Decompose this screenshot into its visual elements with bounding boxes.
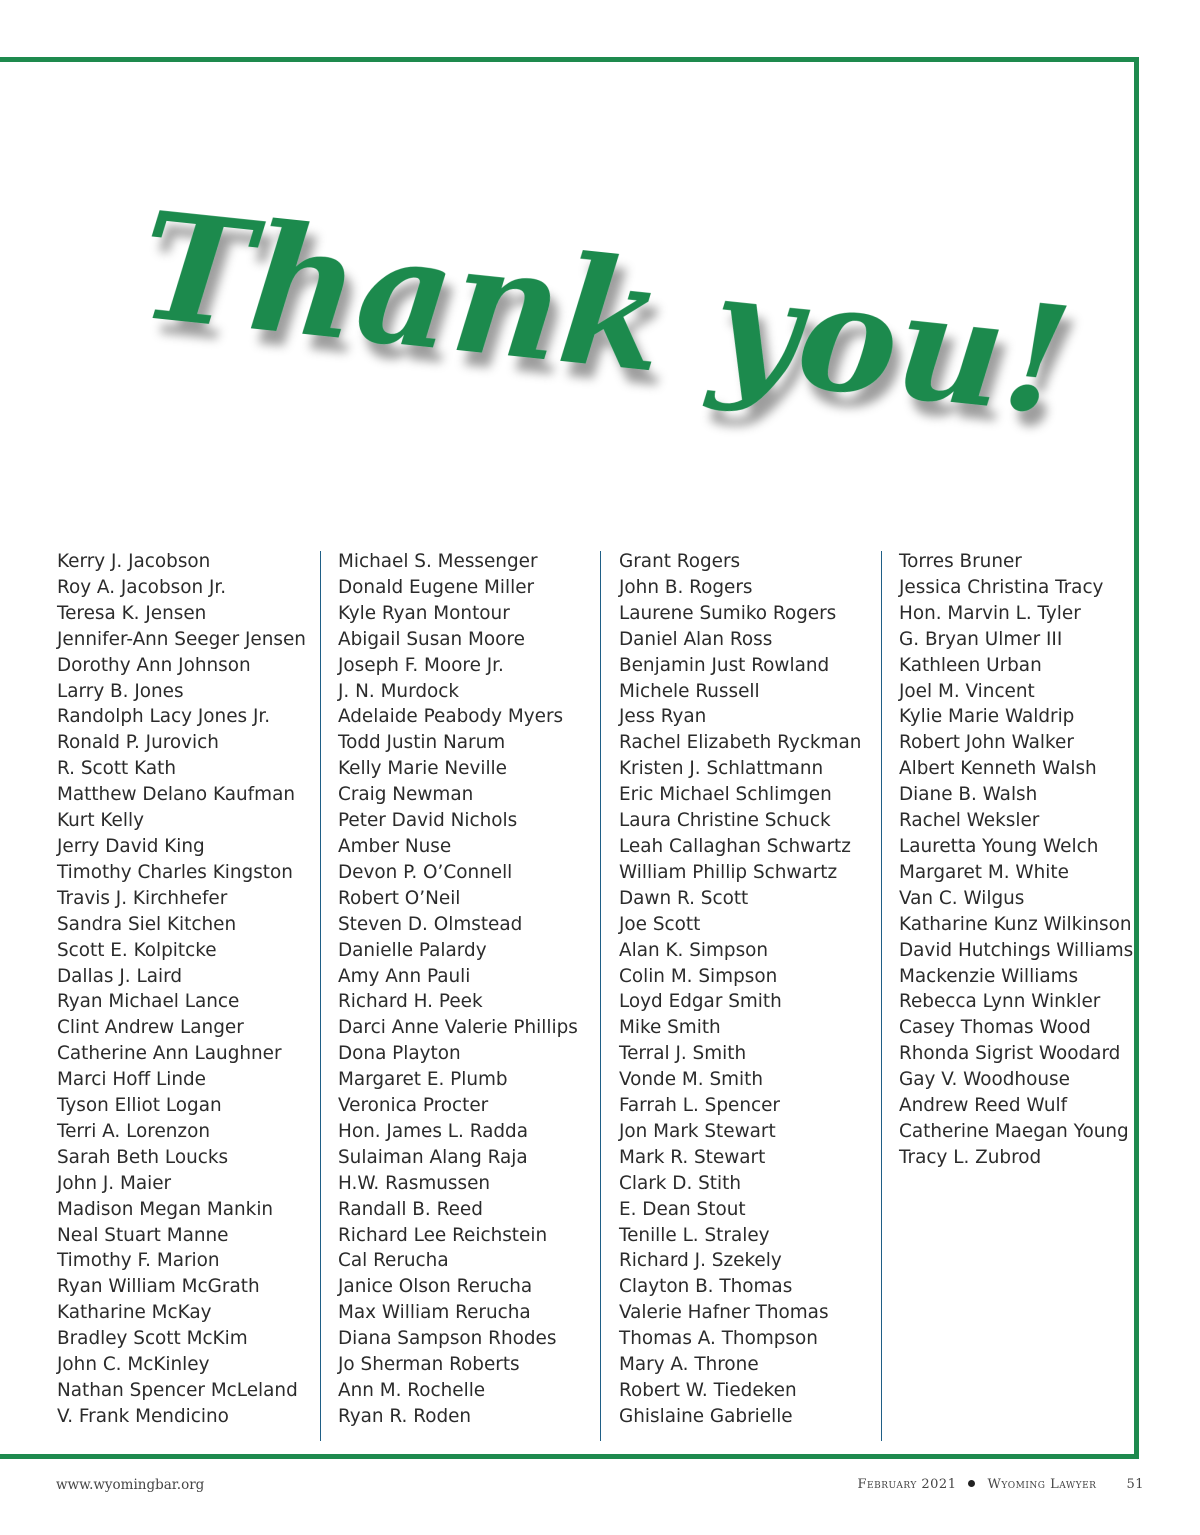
page-number: 51 (1126, 1477, 1144, 1492)
name-entry: Kerry J. Jacobson (57, 551, 211, 572)
name-entry: Sarah Beth Loucks (57, 1146, 229, 1168)
name-entry: Jerry David King (57, 835, 205, 857)
name-entry: Katharine Kunz Wilkinson (899, 913, 1132, 935)
name-entry: Danielle Palardy (338, 939, 487, 961)
name-entry: Catherine Ann Laughner (57, 1043, 282, 1065)
name-entry: Catherine Maegan Young (899, 1120, 1129, 1142)
name-entry: Ryan William McGrath (57, 1276, 260, 1298)
name-entry: Diana Sampson Rhodes (338, 1328, 557, 1350)
name-entry: Eric Michael Schlimgen (619, 784, 832, 806)
name-entry: Alan K. Simpson (619, 939, 769, 961)
bullet-icon (968, 1480, 975, 1487)
name-entry: Jennifer-Ann Seeger Jensen (57, 628, 306, 650)
name-entry: Kylie Marie Waldrip (899, 706, 1075, 728)
name-entry: Grant Rogers (619, 551, 741, 572)
name-entry: Laurene Sumiko Rogers (619, 602, 837, 624)
name-entry: Hon. Marvin L. Tyler (899, 602, 1081, 624)
name-entry: Nathan Spencer McLeland (57, 1380, 298, 1401)
name-entry: Mike Smith (619, 1017, 721, 1039)
name-column-2 (338, 549, 608, 1430)
name-entry: Dona Playton (338, 1043, 461, 1065)
name-entry: Craig Newman (338, 784, 474, 806)
name-entry: Terri A. Lorenzon (57, 1120, 210, 1142)
name-entry: Timothy Charles Kingston (57, 861, 293, 883)
name-entry: Robert O’Neil (338, 887, 461, 909)
name-entry: Max William Rerucha (338, 1302, 531, 1324)
name-entry: Terral J. Smith (619, 1043, 747, 1065)
name-entry: Valerie Hafner Thomas (619, 1302, 829, 1324)
name-entry: Sulaiman Alang Raja (338, 1146, 528, 1168)
name-entry: Travis J. Kirchhefer (57, 887, 228, 909)
footer-publication: Wyoming Lawyer (987, 1477, 1097, 1492)
name-entry: Gay V. Woodhouse (899, 1069, 1070, 1091)
name-entry: Larry B. Jones (57, 680, 184, 702)
name-entry: Andrew Reed Wulf (899, 1095, 1068, 1117)
name-entry: Leah Callaghan Schwartz (619, 835, 851, 857)
name-entry: Laura Christine Schuck (619, 810, 831, 832)
name-entry: Benjamin Just Rowland (619, 654, 830, 676)
name-entry: Joe Scott (619, 913, 701, 935)
name-entry: Marci Hoff Linde (57, 1069, 206, 1091)
name-entry: Ryan R. Roden (338, 1405, 472, 1427)
name-entry: Clayton B. Thomas (619, 1276, 793, 1298)
name-column-3 (619, 549, 889, 1430)
name-entry: Mackenzie Williams (899, 965, 1079, 987)
name-entry: William Phillip Schwartz (619, 861, 838, 883)
name-entry: Madison Megan Mankin (57, 1198, 274, 1220)
name-entry: Diane B. Walsh (899, 784, 1038, 806)
name-entry: Rachel Weksler (899, 810, 1040, 832)
name-entry: Matthew Delano Kaufman (57, 784, 296, 806)
name-entry: Adelaide Peabody Myers (338, 706, 564, 728)
name-entry: Robert John Walker (899, 732, 1074, 754)
name-entry: Neal Stuart Manne (57, 1224, 229, 1246)
name-entry: Richard J. Szekely (619, 1250, 782, 1272)
name-entry: Steven D. Olmstead (338, 913, 523, 935)
name-entry: Tenille L. Straley (619, 1224, 770, 1246)
name-entry: Dallas J. Laird (57, 965, 182, 987)
footer-website: www.wyomingbar.org (56, 1477, 205, 1493)
name-entry: Casey Thomas Wood (899, 1017, 1091, 1039)
name-entry: Kyle Ryan Montour (338, 602, 510, 624)
footer-issue-info (858, 1477, 1144, 1492)
name-entry: Janice Olson Rerucha (338, 1276, 533, 1298)
name-entry: John J. Maier (57, 1172, 172, 1194)
name-entry: Clark D. Stith (619, 1172, 741, 1194)
name-entry: Joel M. Vincent (899, 680, 1035, 702)
name-entry: John B. Rogers (619, 576, 753, 598)
name-entry: Vonde M. Smith (619, 1069, 764, 1091)
name-entry: Katharine McKay (57, 1302, 212, 1324)
name-entry: Darci Anne Valerie Phillips (338, 1017, 578, 1039)
name-entry: Ghislaine Gabrielle (619, 1405, 793, 1427)
name-entry: Kristen J. Schlattmann (619, 758, 824, 780)
name-entry: Lauretta Young Welch (899, 835, 1099, 857)
name-entry: Loyd Edgar Smith (619, 991, 782, 1013)
name-entry: Richard H. Peek (338, 991, 483, 1013)
name-column-4 (899, 549, 1169, 1171)
name-entry: Daniel Alan Ross (619, 628, 773, 650)
name-entry: Jess Ryan (619, 706, 707, 728)
name-entry: G. Bryan Ulmer III (899, 628, 1063, 650)
name-entry: Kelly Marie Neville (338, 758, 507, 780)
column-divider (881, 551, 882, 1441)
name-entry: Albert Kenneth Walsh (899, 758, 1097, 780)
name-entry: Rhonda Sigrist Woodard (899, 1043, 1121, 1065)
name-entry: Jon Mark Stewart (619, 1120, 776, 1142)
name-entry: Kurt Kelly (57, 810, 144, 832)
name-entry: Colin M. Simpson (619, 965, 778, 987)
name-entry: Roy A. Jacobson Jr. (57, 576, 227, 598)
column-divider (320, 551, 321, 1441)
name-entry: Farrah L. Spencer (619, 1095, 780, 1117)
name-entry: Timothy F. Marion (57, 1250, 220, 1272)
name-entry: H.W. Rasmussen (338, 1172, 491, 1194)
name-entry: David Hutchings Williams (899, 939, 1134, 961)
name-entry: R. Scott Kath (57, 758, 176, 780)
name-entry: E. Dean Stout (619, 1198, 746, 1220)
name-entry: Donald Eugene Miller (338, 576, 535, 598)
name-entry: Peter David Nichols (338, 810, 518, 832)
thank-you-heading (132, 178, 1079, 470)
name-entry: Clint Andrew Langer (57, 1017, 244, 1039)
name-entry: Margaret M. White (899, 861, 1069, 883)
name-entry: Scott E. Kolpitcke (57, 939, 217, 961)
name-entry: Veronica Procter (338, 1095, 489, 1117)
name-entry: Rebecca Lynn Winkler (899, 991, 1101, 1013)
name-entry: Joseph F. Moore Jr. (338, 654, 504, 676)
column-divider (600, 551, 601, 1441)
name-entry: Devon P. O’Connell (338, 861, 513, 883)
name-entry: John C. McKinley (57, 1354, 210, 1376)
name-entry: V. Frank Mendicino (57, 1405, 229, 1427)
name-entry: Teresa K. Jensen (57, 602, 207, 624)
name-entry: Torres Bruner (899, 551, 1022, 572)
name-entry: Sandra Siel Kitchen (57, 913, 237, 935)
name-entry: J. N. Murdock (338, 680, 460, 702)
name-entry: Mark R. Stewart (619, 1146, 766, 1168)
name-entry: Bradley Scott McKim (57, 1328, 248, 1350)
name-entry: Jo Sherman Roberts (338, 1354, 520, 1376)
name-entry: Ronald P. Jurovich (57, 732, 219, 754)
name-entry: Tyson Elliot Logan (57, 1095, 222, 1117)
name-entry: Richard Lee Reichstein (338, 1224, 548, 1246)
name-entry: Amber Nuse (338, 835, 452, 857)
name-entry: Randolph Lacy Jones Jr. (57, 706, 271, 728)
footer-issue: February 2021 (857, 1477, 957, 1492)
name-entry: Dawn R. Scott (619, 887, 749, 909)
name-entry: Dorothy Ann Johnson (57, 654, 251, 676)
name-entry: Cal Rerucha (338, 1250, 449, 1272)
name-entry: Jessica Christina Tracy (899, 576, 1104, 598)
name-entry: Thomas A. Thompson (619, 1328, 818, 1350)
name-entry: Van C. Wilgus (899, 887, 1025, 909)
name-entry: Michael S. Messenger (338, 551, 538, 572)
name-entry: Rachel Elizabeth Ryckman (619, 732, 862, 754)
name-entry: Amy Ann Pauli (338, 965, 471, 987)
name-column-1 (57, 549, 327, 1430)
name-entry: Todd Justin Narum (338, 732, 506, 754)
name-entry: Kathleen Urban (899, 654, 1042, 676)
name-entry: Mary A. Throne (619, 1354, 759, 1376)
name-entry: Hon. James L. Radda (338, 1120, 528, 1142)
name-entry: Ryan Michael Lance (57, 991, 240, 1013)
name-entry: Ann M. Rochelle (338, 1380, 486, 1401)
name-entry: Margaret E. Plumb (338, 1069, 508, 1091)
name-entry: Randall B. Reed (338, 1198, 483, 1220)
name-entry: Michele Russell (619, 680, 760, 702)
name-entry: Abigail Susan Moore (338, 628, 525, 650)
thank-you-title: Thank you! (132, 178, 1079, 449)
name-entry: Robert W. Tiedeken (619, 1380, 797, 1401)
name-entry: Tracy L. Zubrod (899, 1146, 1042, 1168)
